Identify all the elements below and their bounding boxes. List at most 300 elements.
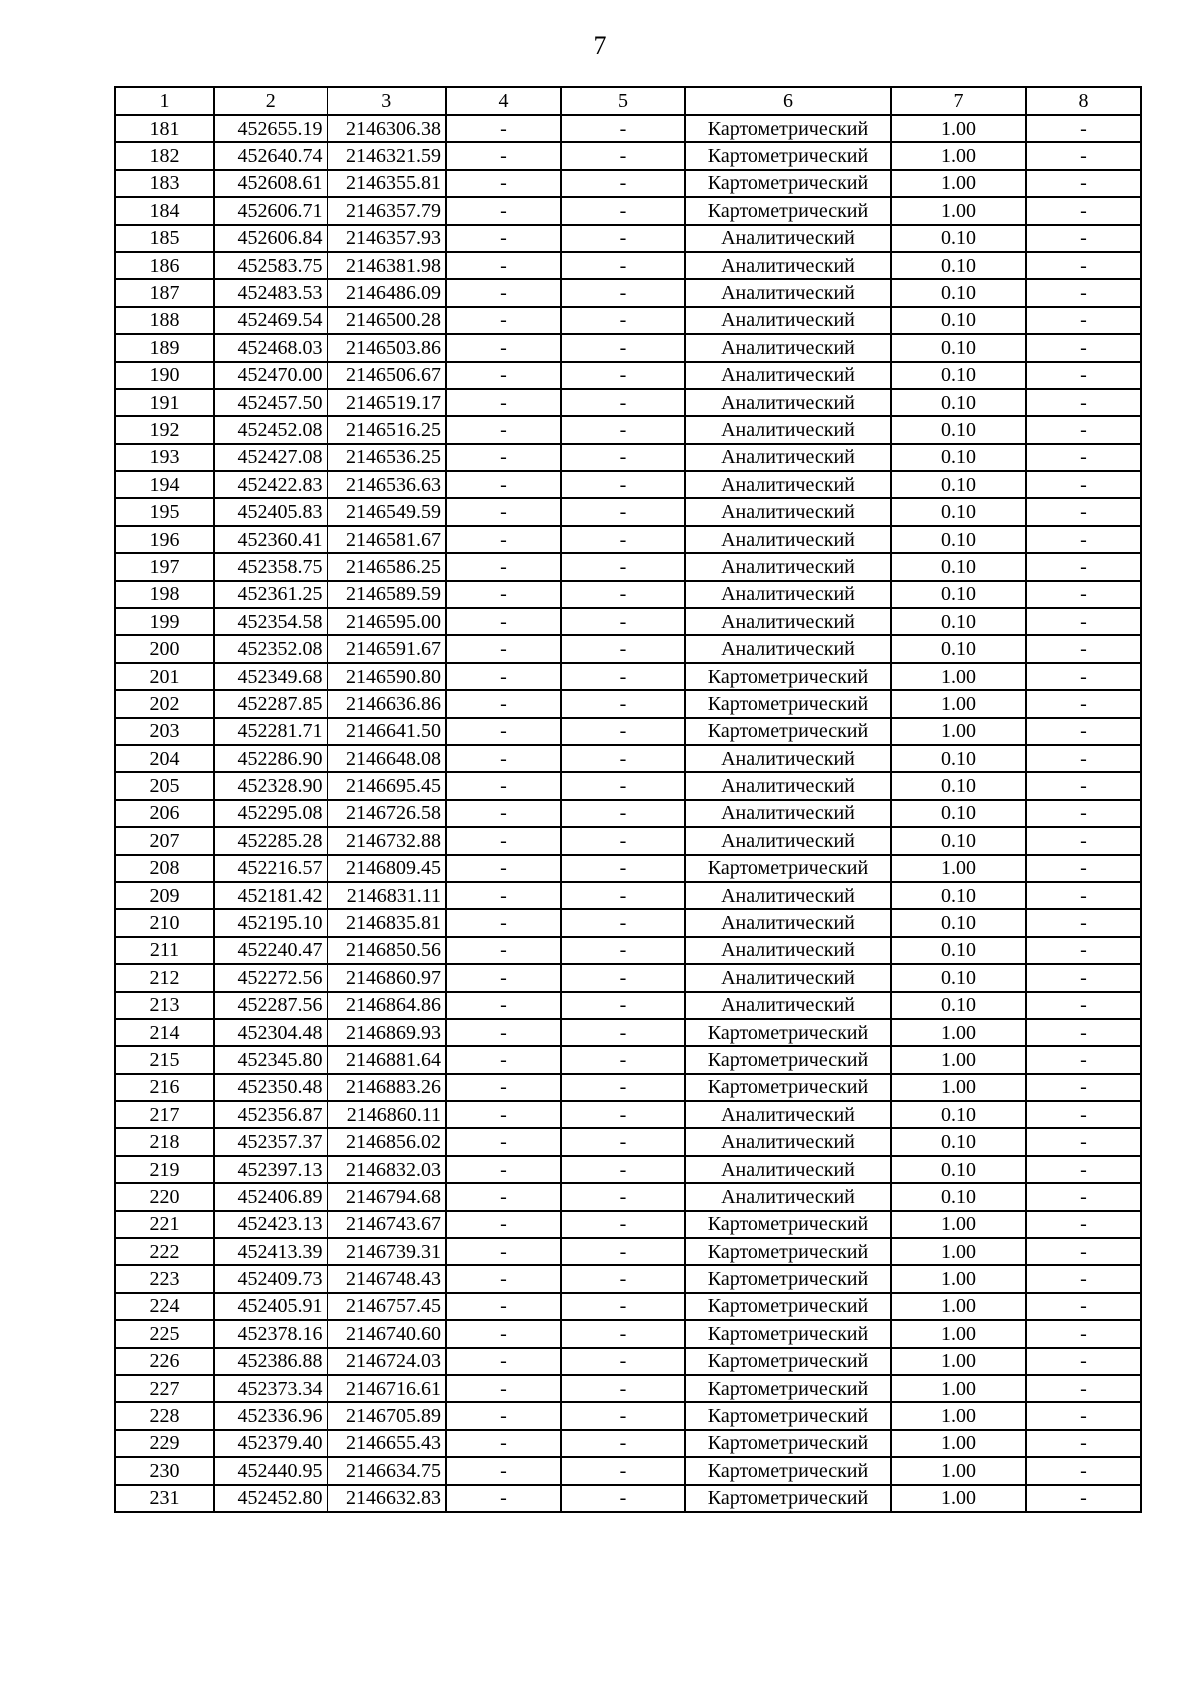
column-8-cell: - xyxy=(1026,745,1141,772)
table-row xyxy=(115,498,1141,525)
y-coordinate-cell: 2146589.59 xyxy=(327,581,446,608)
point-number-cell: 219 xyxy=(115,1156,214,1183)
column-5-cell: - xyxy=(561,1046,685,1073)
column-4-cell: - xyxy=(446,909,561,936)
column-8-cell: - xyxy=(1026,772,1141,799)
method-cell: Картометрический xyxy=(685,1430,891,1457)
point-number-cell: 212 xyxy=(115,964,214,991)
method-cell: Картометрический xyxy=(685,1293,891,1320)
y-coordinate-cell: 2146641.50 xyxy=(327,718,446,745)
point-number-cell: 193 xyxy=(115,444,214,471)
y-coordinate-cell: 2146634.75 xyxy=(327,1457,446,1484)
accuracy-cell: 1.00 xyxy=(891,1293,1026,1320)
y-coordinate-cell: 2146486.09 xyxy=(327,279,446,306)
column-4-cell: - xyxy=(446,581,561,608)
column-8-cell: - xyxy=(1026,1183,1141,1210)
accuracy-cell: 0.10 xyxy=(891,498,1026,525)
x-coordinate-cell: 452405.83 xyxy=(214,498,327,525)
accuracy-cell: 1.00 xyxy=(891,1046,1026,1073)
accuracy-cell: 0.10 xyxy=(891,526,1026,553)
column-8-cell: - xyxy=(1026,1457,1141,1484)
column-4-cell: - xyxy=(446,1320,561,1347)
column-4-cell: - xyxy=(446,225,561,252)
column-4-cell: - xyxy=(446,992,561,1019)
y-coordinate-cell: 2146809.45 xyxy=(327,855,446,882)
y-coordinate-cell: 2146357.79 xyxy=(327,197,446,224)
accuracy-cell: 1.00 xyxy=(891,1402,1026,1429)
y-coordinate-cell: 2146536.63 xyxy=(327,471,446,498)
accuracy-cell: 0.10 xyxy=(891,1128,1026,1155)
column-5-cell: - xyxy=(561,553,685,580)
column-8-cell: - xyxy=(1026,115,1141,142)
method-cell: Аналитический xyxy=(685,1183,891,1210)
table-row xyxy=(115,1457,1141,1484)
table-row xyxy=(115,1293,1141,1320)
y-coordinate-cell: 2146726.58 xyxy=(327,800,446,827)
point-number-cell: 209 xyxy=(115,882,214,909)
column-8-cell: - xyxy=(1026,334,1141,361)
table-row xyxy=(115,170,1141,197)
column-4-cell: - xyxy=(446,334,561,361)
method-cell: Аналитический xyxy=(685,307,891,334)
accuracy-cell: 1.00 xyxy=(891,690,1026,717)
x-coordinate-cell: 452328.90 xyxy=(214,772,327,799)
column-5-cell: - xyxy=(561,1457,685,1484)
column-4-cell: - xyxy=(446,635,561,662)
point-number-cell: 225 xyxy=(115,1320,214,1347)
table-row xyxy=(115,307,1141,334)
table-row xyxy=(115,827,1141,854)
y-coordinate-cell: 2146864.86 xyxy=(327,992,446,1019)
accuracy-cell: 0.10 xyxy=(891,553,1026,580)
table-row xyxy=(115,745,1141,772)
column-4-cell: - xyxy=(446,444,561,471)
column-5-cell: - xyxy=(561,909,685,936)
x-coordinate-cell: 452468.03 xyxy=(214,334,327,361)
accuracy-cell: 0.10 xyxy=(891,964,1026,991)
table-row xyxy=(115,1238,1141,1265)
method-cell: Картометрический xyxy=(685,1320,891,1347)
column-5-cell: - xyxy=(561,800,685,827)
accuracy-cell: 0.10 xyxy=(891,389,1026,416)
column-4-cell: - xyxy=(446,197,561,224)
column-4-cell: - xyxy=(446,882,561,909)
y-coordinate-cell: 2146881.64 xyxy=(327,1046,446,1073)
accuracy-cell: 1.00 xyxy=(891,718,1026,745)
method-cell: Картометрический xyxy=(685,1348,891,1375)
method-cell: Картометрический xyxy=(685,1457,891,1484)
y-coordinate-cell: 2146536.25 xyxy=(327,444,446,471)
column-4-cell: - xyxy=(446,1101,561,1128)
accuracy-cell: 0.10 xyxy=(891,1101,1026,1128)
x-coordinate-cell: 452378.16 xyxy=(214,1320,327,1347)
point-number-cell: 201 xyxy=(115,663,214,690)
column-8-cell: - xyxy=(1026,937,1141,964)
x-coordinate-cell: 452409.73 xyxy=(214,1265,327,1292)
x-coordinate-cell: 452373.34 xyxy=(214,1375,327,1402)
point-number-cell: 202 xyxy=(115,690,214,717)
point-number-cell: 216 xyxy=(115,1074,214,1101)
column-header: 4 xyxy=(446,87,561,115)
column-8-cell: - xyxy=(1026,471,1141,498)
column-4-cell: - xyxy=(446,964,561,991)
accuracy-cell: 0.10 xyxy=(891,937,1026,964)
x-coordinate-cell: 452457.50 xyxy=(214,389,327,416)
accuracy-cell: 1.00 xyxy=(891,663,1026,690)
point-number-cell: 191 xyxy=(115,389,214,416)
x-coordinate-cell: 452608.61 xyxy=(214,170,327,197)
column-8-cell: - xyxy=(1026,1019,1141,1046)
table-row xyxy=(115,1211,1141,1238)
method-cell: Картометрический xyxy=(685,1238,891,1265)
method-cell: Картометрический xyxy=(685,170,891,197)
accuracy-cell: 0.10 xyxy=(891,225,1026,252)
x-coordinate-cell: 452583.75 xyxy=(214,252,327,279)
table-row xyxy=(115,362,1141,389)
method-cell: Картометрический xyxy=(685,115,891,142)
column-5-cell: - xyxy=(561,279,685,306)
column-4-cell: - xyxy=(446,307,561,334)
table-row xyxy=(115,690,1141,717)
y-coordinate-cell: 2146306.38 xyxy=(327,115,446,142)
y-coordinate-cell: 2146590.80 xyxy=(327,663,446,690)
y-coordinate-cell: 2146716.61 xyxy=(327,1375,446,1402)
table-header-row xyxy=(115,87,1141,115)
accuracy-cell: 1.00 xyxy=(891,1457,1026,1484)
column-4-cell: - xyxy=(446,1348,561,1375)
point-number-cell: 195 xyxy=(115,498,214,525)
x-coordinate-cell: 452386.88 xyxy=(214,1348,327,1375)
y-coordinate-cell: 2146516.25 xyxy=(327,416,446,443)
x-coordinate-cell: 452397.13 xyxy=(214,1156,327,1183)
table-row xyxy=(115,800,1141,827)
column-4-cell: - xyxy=(446,416,561,443)
method-cell: Картометрический xyxy=(685,855,891,882)
y-coordinate-cell: 2146500.28 xyxy=(327,307,446,334)
method-cell: Аналитический xyxy=(685,745,891,772)
column-4-cell: - xyxy=(446,1211,561,1238)
column-8-cell: - xyxy=(1026,827,1141,854)
x-coordinate-cell: 452286.90 xyxy=(214,745,327,772)
point-number-cell: 218 xyxy=(115,1128,214,1155)
column-4-cell: - xyxy=(446,1019,561,1046)
x-coordinate-cell: 452413.39 xyxy=(214,1238,327,1265)
point-number-cell: 207 xyxy=(115,827,214,854)
accuracy-cell: 1.00 xyxy=(891,1211,1026,1238)
column-5-cell: - xyxy=(561,663,685,690)
column-8-cell: - xyxy=(1026,855,1141,882)
accuracy-cell: 0.10 xyxy=(891,1156,1026,1183)
column-5-cell: - xyxy=(561,855,685,882)
point-number-cell: 228 xyxy=(115,1402,214,1429)
point-number-cell: 221 xyxy=(115,1211,214,1238)
column-5-cell: - xyxy=(561,964,685,991)
x-coordinate-cell: 452427.08 xyxy=(214,444,327,471)
point-number-cell: 211 xyxy=(115,937,214,964)
point-number-cell: 182 xyxy=(115,142,214,169)
column-4-cell: - xyxy=(446,142,561,169)
column-4-cell: - xyxy=(446,1074,561,1101)
table-row xyxy=(115,334,1141,361)
y-coordinate-cell: 2146860.11 xyxy=(327,1101,446,1128)
table-row xyxy=(115,772,1141,799)
accuracy-cell: 1.00 xyxy=(891,1074,1026,1101)
y-coordinate-cell: 2146835.81 xyxy=(327,909,446,936)
method-cell: Аналитический xyxy=(685,608,891,635)
table-row xyxy=(115,608,1141,635)
column-8-cell: - xyxy=(1026,1430,1141,1457)
point-number-cell: 210 xyxy=(115,909,214,936)
point-number-cell: 229 xyxy=(115,1430,214,1457)
column-5-cell: - xyxy=(561,1128,685,1155)
method-cell: Картометрический xyxy=(685,690,891,717)
accuracy-cell: 0.10 xyxy=(891,1183,1026,1210)
column-8-cell: - xyxy=(1026,690,1141,717)
x-coordinate-cell: 452606.84 xyxy=(214,225,327,252)
accuracy-cell: 0.10 xyxy=(891,362,1026,389)
method-cell: Аналитический xyxy=(685,882,891,909)
point-number-cell: 203 xyxy=(115,718,214,745)
method-cell: Аналитический xyxy=(685,964,891,991)
accuracy-cell: 0.10 xyxy=(891,992,1026,1019)
y-coordinate-cell: 2146832.03 xyxy=(327,1156,446,1183)
x-coordinate-cell: 452640.74 xyxy=(214,142,327,169)
column-8-cell: - xyxy=(1026,362,1141,389)
table-row xyxy=(115,444,1141,471)
method-cell: Аналитический xyxy=(685,1101,891,1128)
method-cell: Картометрический xyxy=(685,1375,891,1402)
column-4-cell: - xyxy=(446,252,561,279)
column-5-cell: - xyxy=(561,1074,685,1101)
accuracy-cell: 0.10 xyxy=(891,909,1026,936)
y-coordinate-cell: 2146757.45 xyxy=(327,1293,446,1320)
column-header: 3 xyxy=(327,87,446,115)
x-coordinate-cell: 452655.19 xyxy=(214,115,327,142)
accuracy-cell: 0.10 xyxy=(891,581,1026,608)
column-5-cell: - xyxy=(561,581,685,608)
point-number-cell: 184 xyxy=(115,197,214,224)
accuracy-cell: 1.00 xyxy=(891,1348,1026,1375)
x-coordinate-cell: 452422.83 xyxy=(214,471,327,498)
table-row xyxy=(115,909,1141,936)
method-cell: Картометрический xyxy=(685,1402,891,1429)
column-8-cell: - xyxy=(1026,307,1141,334)
method-cell: Картометрический xyxy=(685,197,891,224)
column-4-cell: - xyxy=(446,1128,561,1155)
point-number-cell: 196 xyxy=(115,526,214,553)
y-coordinate-cell: 2146581.67 xyxy=(327,526,446,553)
table-row xyxy=(115,115,1141,142)
column-4-cell: - xyxy=(446,1293,561,1320)
y-coordinate-cell: 2146549.59 xyxy=(327,498,446,525)
accuracy-cell: 0.10 xyxy=(891,416,1026,443)
x-coordinate-cell: 452352.08 xyxy=(214,635,327,662)
point-number-cell: 187 xyxy=(115,279,214,306)
accuracy-cell: 0.10 xyxy=(891,772,1026,799)
y-coordinate-cell: 2146586.25 xyxy=(327,553,446,580)
table-row xyxy=(115,197,1141,224)
x-coordinate-cell: 452361.25 xyxy=(214,581,327,608)
method-cell: Аналитический xyxy=(685,279,891,306)
point-number-cell: 226 xyxy=(115,1348,214,1375)
column-8-cell: - xyxy=(1026,1265,1141,1292)
x-coordinate-cell: 452304.48 xyxy=(214,1019,327,1046)
x-coordinate-cell: 452272.56 xyxy=(214,964,327,991)
column-4-cell: - xyxy=(446,827,561,854)
x-coordinate-cell: 452240.47 xyxy=(214,937,327,964)
column-8-cell: - xyxy=(1026,1293,1141,1320)
column-5-cell: - xyxy=(561,1320,685,1347)
x-coordinate-cell: 452349.68 xyxy=(214,663,327,690)
method-cell: Аналитический xyxy=(685,416,891,443)
point-number-cell: 197 xyxy=(115,553,214,580)
method-cell: Аналитический xyxy=(685,334,891,361)
y-coordinate-cell: 2146883.26 xyxy=(327,1074,446,1101)
column-5-cell: - xyxy=(561,992,685,1019)
x-coordinate-cell: 452350.48 xyxy=(214,1074,327,1101)
x-coordinate-cell: 452216.57 xyxy=(214,855,327,882)
column-5-cell: - xyxy=(561,608,685,635)
y-coordinate-cell: 2146705.89 xyxy=(327,1402,446,1429)
column-4-cell: - xyxy=(446,115,561,142)
x-coordinate-cell: 452195.10 xyxy=(214,909,327,936)
point-number-cell: 189 xyxy=(115,334,214,361)
column-8-cell: - xyxy=(1026,663,1141,690)
y-coordinate-cell: 2146856.02 xyxy=(327,1128,446,1155)
column-8-cell: - xyxy=(1026,526,1141,553)
column-4-cell: - xyxy=(446,1485,561,1512)
table-row xyxy=(115,1128,1141,1155)
x-coordinate-cell: 452379.40 xyxy=(214,1430,327,1457)
point-number-cell: 224 xyxy=(115,1293,214,1320)
column-5-cell: - xyxy=(561,772,685,799)
y-coordinate-cell: 2146743.67 xyxy=(327,1211,446,1238)
accuracy-cell: 0.10 xyxy=(891,800,1026,827)
column-4-cell: - xyxy=(446,1046,561,1073)
method-cell: Картометрический xyxy=(685,1265,891,1292)
table-row xyxy=(115,1183,1141,1210)
column-5-cell: - xyxy=(561,1402,685,1429)
point-number-cell: 217 xyxy=(115,1101,214,1128)
method-cell: Картометрический xyxy=(685,1211,891,1238)
column-5-cell: - xyxy=(561,1101,685,1128)
column-4-cell: - xyxy=(446,690,561,717)
column-4-cell: - xyxy=(446,1265,561,1292)
column-8-cell: - xyxy=(1026,1156,1141,1183)
column-8-cell: - xyxy=(1026,608,1141,635)
column-5-cell: - xyxy=(561,690,685,717)
accuracy-cell: 0.10 xyxy=(891,252,1026,279)
point-number-cell: 200 xyxy=(115,635,214,662)
table-body xyxy=(115,115,1141,1512)
x-coordinate-cell: 452483.53 xyxy=(214,279,327,306)
column-8-cell: - xyxy=(1026,718,1141,745)
column-8-cell: - xyxy=(1026,1238,1141,1265)
point-number-cell: 220 xyxy=(115,1183,214,1210)
coordinates-table xyxy=(114,86,1142,1513)
column-header: 5 xyxy=(561,87,685,115)
point-number-cell: 204 xyxy=(115,745,214,772)
column-4-cell: - xyxy=(446,170,561,197)
x-coordinate-cell: 452285.28 xyxy=(214,827,327,854)
table-row xyxy=(115,1485,1141,1512)
y-coordinate-cell: 2146357.93 xyxy=(327,225,446,252)
column-5-cell: - xyxy=(561,1238,685,1265)
table-row xyxy=(115,964,1141,991)
column-4-cell: - xyxy=(446,937,561,964)
table-row xyxy=(115,416,1141,443)
x-coordinate-cell: 452470.00 xyxy=(214,362,327,389)
y-coordinate-cell: 2146794.68 xyxy=(327,1183,446,1210)
point-number-cell: 227 xyxy=(115,1375,214,1402)
column-8-cell: - xyxy=(1026,142,1141,169)
column-5-cell: - xyxy=(561,937,685,964)
point-number-cell: 185 xyxy=(115,225,214,252)
column-5-cell: - xyxy=(561,1485,685,1512)
column-4-cell: - xyxy=(446,1375,561,1402)
x-coordinate-cell: 452360.41 xyxy=(214,526,327,553)
accuracy-cell: 1.00 xyxy=(891,1019,1026,1046)
method-cell: Аналитический xyxy=(685,772,891,799)
point-number-cell: 198 xyxy=(115,581,214,608)
column-8-cell: - xyxy=(1026,882,1141,909)
column-4-cell: - xyxy=(446,772,561,799)
table-row xyxy=(115,1430,1141,1457)
column-header: 8 xyxy=(1026,87,1141,115)
column-8-cell: - xyxy=(1026,498,1141,525)
table-row xyxy=(115,225,1141,252)
x-coordinate-cell: 452423.13 xyxy=(214,1211,327,1238)
x-coordinate-cell: 452406.89 xyxy=(214,1183,327,1210)
x-coordinate-cell: 452345.80 xyxy=(214,1046,327,1073)
method-cell: Аналитический xyxy=(685,471,891,498)
column-4-cell: - xyxy=(446,389,561,416)
method-cell: Аналитический xyxy=(685,526,891,553)
method-cell: Аналитический xyxy=(685,1128,891,1155)
method-cell: Аналитический xyxy=(685,444,891,471)
point-number-cell: 223 xyxy=(115,1265,214,1292)
table-row xyxy=(115,718,1141,745)
accuracy-cell: 0.10 xyxy=(891,471,1026,498)
table-row xyxy=(115,1101,1141,1128)
column-5-cell: - xyxy=(561,1156,685,1183)
x-coordinate-cell: 452356.87 xyxy=(214,1101,327,1128)
table-row xyxy=(115,663,1141,690)
point-number-cell: 231 xyxy=(115,1485,214,1512)
table-row xyxy=(115,855,1141,882)
method-cell: Картометрический xyxy=(685,1046,891,1073)
point-number-cell: 190 xyxy=(115,362,214,389)
accuracy-cell: 1.00 xyxy=(891,855,1026,882)
accuracy-cell: 1.00 xyxy=(891,170,1026,197)
table-row xyxy=(115,526,1141,553)
column-5-cell: - xyxy=(561,444,685,471)
point-number-cell: 214 xyxy=(115,1019,214,1046)
column-header: 7 xyxy=(891,87,1026,115)
y-coordinate-cell: 2146519.17 xyxy=(327,389,446,416)
accuracy-cell: 1.00 xyxy=(891,1265,1026,1292)
table-row xyxy=(115,1074,1141,1101)
x-coordinate-cell: 452336.96 xyxy=(214,1402,327,1429)
y-coordinate-cell: 2146648.08 xyxy=(327,745,446,772)
method-cell: Аналитический xyxy=(685,389,891,416)
column-4-cell: - xyxy=(446,1457,561,1484)
point-number-cell: 213 xyxy=(115,992,214,1019)
x-coordinate-cell: 452287.85 xyxy=(214,690,327,717)
x-coordinate-cell: 452405.91 xyxy=(214,1293,327,1320)
point-number-cell: 215 xyxy=(115,1046,214,1073)
x-coordinate-cell: 452181.42 xyxy=(214,882,327,909)
